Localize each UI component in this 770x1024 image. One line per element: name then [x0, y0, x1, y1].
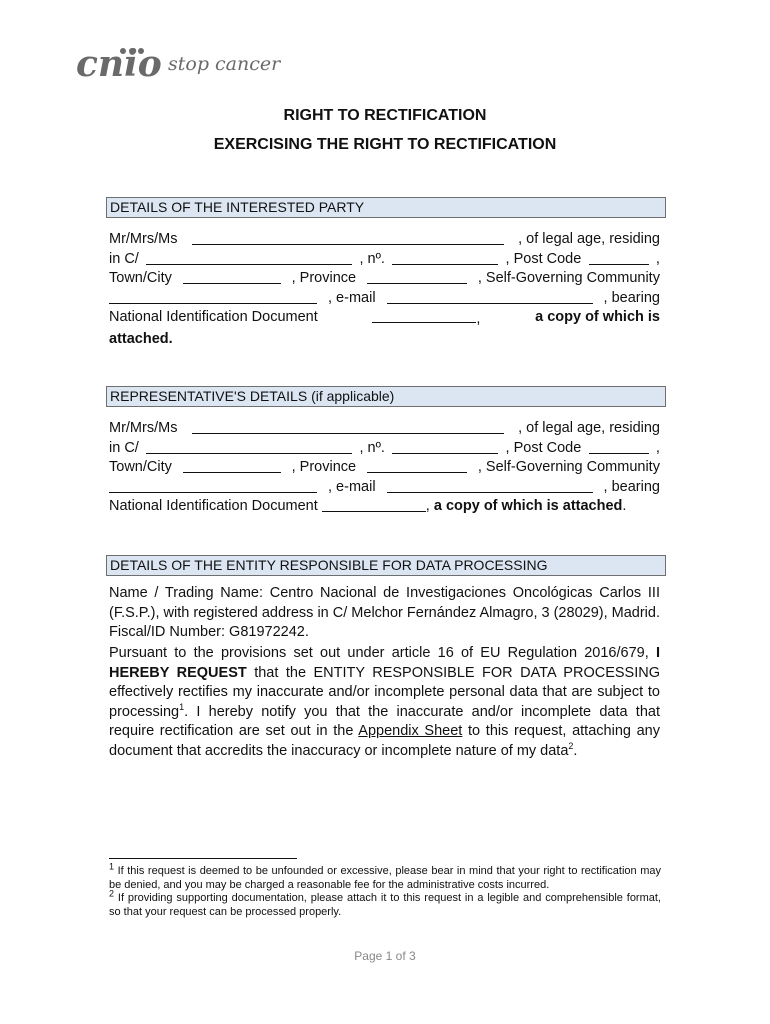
rep-id-document-field[interactable]: [322, 497, 426, 512]
rep-community-field[interactable]: [109, 478, 317, 493]
document-title: RIGHT TO RECTIFICATION: [283, 107, 487, 124]
rep-line-town: Town/City , Province , Self-Governing Community: [109, 459, 660, 475]
town-field[interactable]: [183, 269, 281, 284]
section-heading-interested-party: [106, 197, 666, 218]
form-line-town: Town/City , Province , Self-Governing Community: [109, 270, 660, 286]
footnote-divider: [109, 858, 297, 859]
email-field[interactable]: [387, 289, 593, 304]
rep-line-id: National Identification Document , a copy of which is attached .: [109, 498, 627, 514]
footnotes: [109, 861, 661, 919]
name-field[interactable]: [192, 230, 504, 245]
form-line-address: in C/ , nº. , Post Code ,: [109, 250, 660, 267]
appendix-sheet-link[interactable]: Appendix Sheet: [358, 723, 463, 739]
rep-line-address: in C/ , nº. , Post Code ,: [109, 439, 660, 456]
rep-email-field[interactable]: [387, 478, 593, 493]
rep-name-field[interactable]: [192, 419, 504, 434]
logo-wordmark: cnio: [76, 43, 162, 85]
rep-post-code-field[interactable]: [589, 439, 649, 454]
logo-tagline: stop cancer: [168, 53, 281, 75]
interested-party-form: [109, 230, 660, 349]
entity-details: Name / Trading Name: Centro Nacional de Investigaciones Oncológicas Carlos III (F.S.P.), with registered address in C/ Melchor Fernández Almagro, 3 (28029), Madrid. Fiscal/ID Number: G81972242.: [109, 585, 660, 640]
rep-line-email: , e-mail , bearing: [109, 478, 660, 498]
representative-form: [109, 419, 660, 517]
form-line-attached: attached.: [109, 330, 173, 347]
footnote-1: $^1$ If this request is deemed to be unfounded or excessive, please bear in mind that your right to rectification may be denied, and you may be charged a reasonable fee for the administrative costs incurred.: [109, 861, 661, 891]
page-number: Page 1 of 3: [354, 949, 416, 963]
community-field[interactable]: [109, 289, 317, 304]
footnote-ref-2[interactable]: 2: [568, 740, 574, 751]
document-subtitle: EXERCISING THE RIGHT TO RECTIFICATION: [213, 136, 557, 153]
cnio-logo: [76, 44, 336, 84]
request-paragraph: Pursuant to the provisions set out under article 16 of EU Regulation 2016/679, I HEREBY REQUEST that the ENTITY RESPONSIBLE FOR DATA PROCESSING effectively rectifies my inaccurate and/or incomplete personal data that are subject to processing$^1$. I hereby notify you that the inaccurate and/or incomplete data that require rectification are set out in the Appendix Sheet to this request, attaching any document that accredits the inaccuracy or incomplete nature of my data$^2$.: [109, 645, 660, 759]
rep-line-name: Mr/Mrs/Ms , of legal age, residing: [109, 420, 660, 436]
footnote-ref-1[interactable]: 1: [179, 701, 185, 712]
form-line-id: National Identification Document , a copy of which is: [109, 309, 660, 327]
id-document-field[interactable]: [372, 308, 476, 323]
rep-number-field[interactable]: [392, 439, 498, 454]
section-heading-text: DETAILS OF THE INTERESTED PARTY: [110, 199, 365, 215]
rep-province-field[interactable]: [367, 458, 467, 473]
rep-town-field[interactable]: [183, 458, 281, 473]
rep-street-field[interactable]: [146, 439, 352, 454]
post-code-field[interactable]: [589, 250, 649, 265]
form-line-name: Mr/Mrs/Ms , of legal age, residing: [109, 231, 660, 247]
section-heading-entity: DETAILS OF THE ENTITY RESPONSIBLE FOR DATA PROCESSING: [106, 555, 666, 576]
footnote-2: $^2$ If providing supporting documentation, please attach it to this request in a legible and comprehensible format, so that your request can be processed properly.: [109, 888, 661, 918]
form-line-email: , e-mail , bearing: [109, 289, 660, 309]
street-field[interactable]: [146, 250, 352, 265]
province-field[interactable]: [367, 269, 467, 284]
section-heading-representative: REPRESENTATIVE'S DETAILS (if applicable): [106, 386, 666, 407]
number-field[interactable]: [392, 250, 498, 265]
